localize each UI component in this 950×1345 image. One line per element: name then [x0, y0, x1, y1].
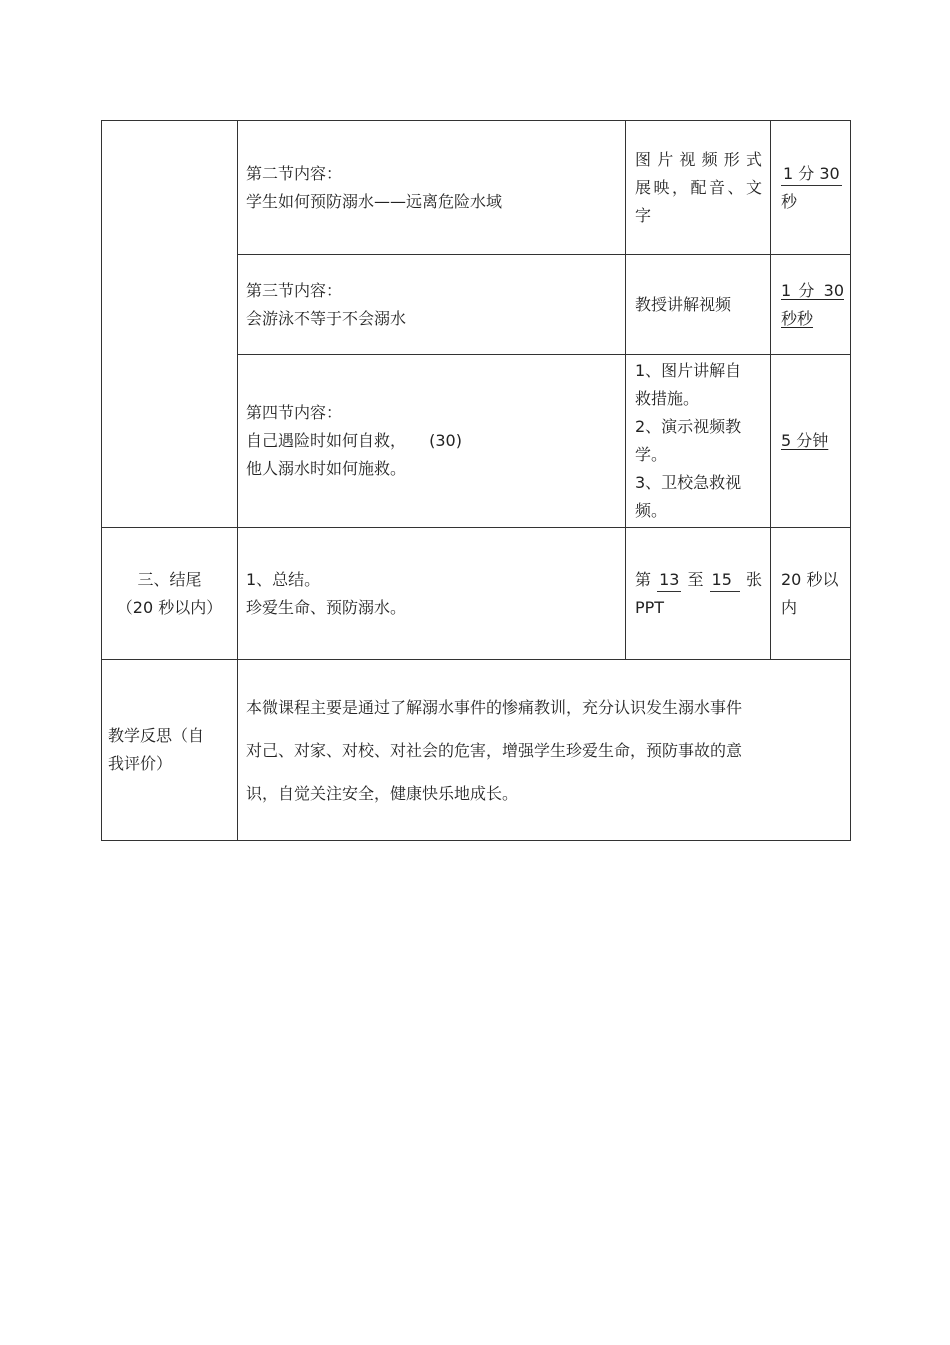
- content-text: 会游泳不等于不会溺水: [246, 308, 407, 328]
- content-text: 自己遇险时如何自救，: [246, 431, 407, 450]
- table-row-section-2: [102, 121, 851, 255]
- method-text: 救措施。: [635, 389, 700, 408]
- reflection-text: 对己、对家、对校、对社会的危害，增强学生珍爱生命，预防事故的意: [246, 740, 743, 760]
- method-cell-section-3: [626, 255, 771, 355]
- method-text: PPT: [635, 597, 665, 617]
- time-cell-section-3: [771, 255, 851, 355]
- table-row-reflection: [102, 660, 851, 841]
- time-cell-ending: [771, 528, 851, 660]
- method-text: 频。: [635, 501, 668, 520]
- content-cell-section-2: [238, 121, 626, 255]
- content-text: 学生如何预防溺水——远离危险水域: [246, 191, 503, 211]
- content-text: 他人溺水时如何施救。: [246, 459, 407, 478]
- method-text: 图片视频形式: [635, 149, 762, 169]
- reflection-text: 本微课程主要是通过了解溺水事件的惨痛教训，充分认识发生溺水事件: [246, 697, 743, 717]
- time-value: 20 秒以: [781, 569, 839, 589]
- stage-cell-ending: [102, 528, 238, 660]
- method-text: 1、图片讲解自: [635, 361, 742, 380]
- slide-to-number: 15: [710, 569, 740, 592]
- method-cell-section-2: [626, 121, 771, 255]
- method-cell-section-4: [626, 355, 771, 528]
- time-unit: 内: [781, 597, 798, 617]
- stage-duration: （20 秒以内）: [116, 597, 223, 617]
- content-heading: 第四节内容：: [246, 403, 343, 422]
- time-cell-section-2: [771, 121, 851, 255]
- method-text: 3、卫校急救视: [635, 473, 742, 492]
- method-text: 2、演示视频教: [635, 417, 742, 436]
- method-text: 学。: [635, 445, 668, 464]
- content-cell-section-3: [238, 255, 626, 355]
- stage-cell-empty: [102, 121, 238, 528]
- stage-title: 三、结尾: [137, 569, 202, 589]
- lesson-plan-table: [101, 120, 851, 841]
- reflection-label: 教学反思（自: [108, 726, 205, 745]
- content-heading: 第三节内容：: [246, 280, 343, 300]
- time-value: 1 分 30: [781, 280, 844, 300]
- time-unit: 秒: [781, 191, 798, 211]
- reflection-text-cell: [238, 660, 851, 841]
- content-cell-section-4: [238, 355, 626, 528]
- method-text: 字: [635, 205, 652, 225]
- method-text: 第: [635, 569, 652, 589]
- reflection-label: 我评价）: [108, 754, 173, 773]
- method-text: 张: [745, 569, 762, 589]
- content-heading: 1、总结。: [246, 569, 321, 589]
- method-cell-ending: [626, 528, 771, 660]
- time-value: 5 分钟: [781, 431, 829, 450]
- slide-from-number: 13: [657, 569, 681, 592]
- time-value: 1 分 30: [781, 163, 842, 186]
- content-note: (30): [429, 431, 462, 450]
- method-text: 至: [687, 569, 704, 589]
- content-heading: 第二节内容：: [246, 163, 343, 183]
- reflection-label-cell: [102, 660, 238, 841]
- reflection-text: 识，自觉关注安全，健康快乐地成长。: [246, 783, 519, 803]
- time-cell-section-4: [771, 355, 851, 528]
- method-text: 展映，配音、文: [635, 177, 762, 197]
- content-cell-ending: [238, 528, 626, 660]
- method-text: 教授讲解视频: [635, 294, 732, 314]
- content-text: 珍爱生命、预防溺水。: [246, 597, 407, 617]
- time-unit: 秒秒: [781, 308, 814, 328]
- table-row-ending: [102, 528, 851, 660]
